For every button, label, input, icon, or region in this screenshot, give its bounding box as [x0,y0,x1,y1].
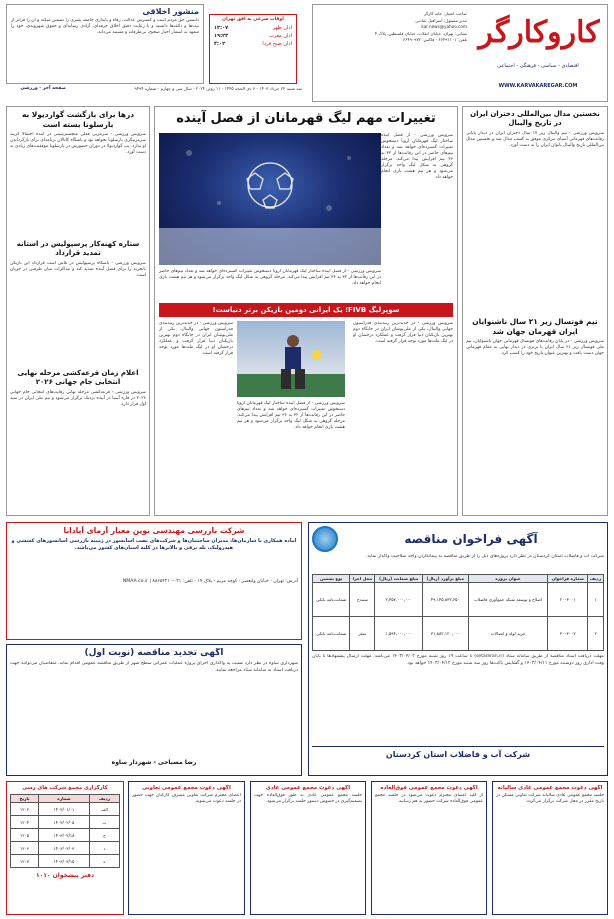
table-cell: ضمانت‌نامه بانکی [313,617,350,651]
table-ad [6,781,124,915]
small-ad [371,781,487,915]
ethics-body: دانستن حق مردم است و گسترش عدالت، رفاه و پایداری جامعه بشری را تضمین میکند و آن را فراتر از نیت‌ها و ذائقه‌ها دانسته و با رعایت دقیق اخلاق حرفه‌ای، آزادی رسانه‌ای و حقوق شهروندی، خود را متعهد به انتشار اخبار صحیح، بی‌طرفانه و مستند می‌داند. [11,18,199,35]
table-cell: ۳۱,۸۸۲,۱۲۰,۰۰۰ [422,617,468,651]
prayer-row-3 [210,40,296,48]
center-body-bottom-right: سرویس ورزشی - در جدیدترین رتبه‌بندی فدراسیون جهانی والیبال، یکی از ملی‌پوشان ایران در جایگاه دوم بهترین بازیکنان دنیا قرار گرفت و عملکرد درخشان او در لیگ ملت‌ها مورد توجه قرار گرفته است. [353,321,453,344]
table-row [11,803,120,816]
small-ad-body: اعضای محترم شرکت تعاونی مصرف کارکنان جهت حضور در جلسه دعوت می‌شوند. [132,793,241,804]
tender-intro: شرکت آب و فاضلاب استان کردستان در نظر دارد پروژه‌های ذیل را از طریق مناقصه به پیمانکاران واجد صلاحیت واگذار نماید. [366,554,604,559]
table-cell: ب [89,816,119,829]
masthead-logo: کاروکارگر [478,15,600,50]
small-ad-title: آگهی دعوت مجمع عمومی فوق‌العاده [380,785,478,791]
table-cell: ۲۰۰۳۰۰۱ [548,583,588,617]
small-ad-body: جلسه مجمع عمومی عادی به طور فوق‌العاده جهت تصمیم‌گیری در خصوص دستور جلسه برگزار می‌شود. [254,793,362,804]
prayer-value: ۴:۰۲ [214,41,226,47]
small-ad [128,781,245,915]
table-ad-grid [10,794,120,868]
renewal-ad [6,644,302,776]
right-headline-2: تیم فوتسال زیر ۲۱ سال ناشنوایان ایران قهرمان جهان شد [472,317,598,336]
table-ad-title: کارگزاری مجمع شرکت های رسی [22,785,108,791]
table-cell: ۲,۴۵۷,۰۰۰,۰۰۰ [375,583,423,617]
tender-title: آگهی فراخوان مناقصه [404,532,538,546]
small-ad-title: آگهی دعوت مجمع عمومی عادی سالیانه [497,785,603,791]
table-row [11,855,120,868]
tender-col-header: مبلغ برآورد (ریال) [422,575,468,583]
table-cell: ۱۲۰۶ [11,842,39,855]
table-cell: ۲ [588,617,604,651]
tender-table [312,574,604,651]
small-ad-body: جلسه مجمع عمومی عادی سالیانه شرکت تعاونی مسکن در تاریخ مقرر در محل شرکت برگزار می‌گردد. [496,793,604,804]
center-body-under-image: سرویس ورزشی - از فصل آینده ساختار لیگ قهرمانان اروپا دستخوش تغییرات گسترده‌ای خواهد شد و تعداد تیم‌های حاضر در این رقابت‌ها از ۳۲ به ۳۶ تیم افزایش پیدا می‌کند. مرحله گروهی به شکل لیگ واحد برگزار می‌شود و هر تیم هشت بازی انجام خواهد داد. [159,269,381,286]
table-row [313,617,604,651]
left-headline-3: اعلام زمان قرعه‌کشی مرحله نهایی انتخابی جام جهانی ۲۰۲۶ [17,369,139,386]
tender-col-header: محل اجرا [350,575,375,583]
inspection-title: شرکت بازرسی مهندسی نوین معیار آزمای آپادانا [63,526,245,535]
table-cell: ۱۴۰۳/۰۳/۰۳ [39,842,90,855]
masthead-meta [317,11,467,97]
small-ad-body: از کلیه اعضای محترم دعوت می‌شود در جلسه مجمع عمومی فوق‌العاده شرکت حضور به هم رسانند. [375,793,483,804]
right-headline-1: نخستین مدال بین‌المللی دختران ایران در تاریخ والیبال [470,110,600,127]
table-cell: ۱۴۰۳/۰۲/۰۵ [39,816,90,829]
prayer-row-2 [210,32,296,40]
small-ad-title: آگهی دعوت مجمع عمومی عادی [265,785,351,791]
masthead [312,4,608,102]
tender-col-header: عنوان پروژه [468,575,548,583]
table-ad-header [11,795,120,803]
table-row [313,583,604,617]
left-headline-2: ستاره کهنه‌کار پرسپولیس در آستانه تمدید قرارداد [16,240,140,257]
center-section [154,106,458,516]
small-ad-title: آگهی دعوت مجمع عمومی تعاونی [142,785,231,791]
ethics-title: منشور اخلاقی [142,7,199,16]
table-row [11,829,120,842]
tender-ad [308,522,608,776]
table-ad-col: شماره [39,795,90,803]
center-body-bottom-left: سرویس ورزشی - در جدیدترین رتبه‌بندی فدراسیون جهانی والیبال، یکی از ملی‌پوشان ایران در جایگاه دوم بهترین بازیکنان دنیا قرار گرفت و عملکرد درخشان او در لیگ ملت‌ها مورد توجه قرار گرفته است. [159,321,233,356]
fivb-banner [159,303,453,317]
masthead-phone: تلفن: ۶۶۴۹۱۱۰۱ - فاکس: ۶۶۴۹۰۹۷۲ [402,37,467,42]
tender-col-header: ردیف [588,575,604,583]
table-ad-col: تاریخ [11,795,39,803]
right-body-2: سرویس ورزشی - در پایان رقابت‌های فوتسال قهرمانی جهان ناشنوایان، تیم ملی فوتسال زیر ۲۱ سال ایران با برتری در دیدار نهایی به مقام قهرمانی جهان دست یافت و بهترین عنوان تاریخ خود را کسب کرد. [466,339,604,356]
tender-table-header [313,575,604,583]
table-cell: ضمانت‌نامه بانکی [313,583,350,617]
small-ad [492,781,608,915]
prayer-row-1 [210,24,296,32]
table-cell: ج [89,829,119,842]
table-cell: ه [89,855,119,868]
tender-col-header: شماره فراخوان [548,575,588,583]
center-body-right: سرویس ورزشی - از فصل آینده ساختار لیگ قهرمانان اروپا دستخوش تغییرات گسترده‌ای خواهد شد و تعداد تیم‌های حاضر در این رقابت‌ها از ۳۲ به ۳۶ تیم افزایش پیدا می‌کند. مرحله گروهی به شکل لیگ واحد برگزار می‌شود و هر تیم هشت بازی انجام خواهد داد. [381,133,453,180]
volleyball-player-icon [237,321,345,397]
inspection-ad [6,522,302,640]
table-cell: ۱۴۰۳/۰۳/۱۵ [39,855,90,868]
tender-col-header: نوع تضمین [313,575,350,583]
tender-notes: مهلت دریافت اسناد مناقصه از طریق سامانه ستاد (setadiran.ir) تا ساعت ۱۹ روز شنبه مورخ ۱۴۰۳/۰۴/۰۲ می‌باشد. مهلت ارسال پیشنهادها تا پایان وقت اداری روز دوشنبه مورخ ۱۴۰۳/۰۴/۱۱ و گشایش پاکت‌ها روز سه شنبه مورخ ۱۴۰۳/۰۴/۱۲ خواهد بود. [312,654,604,666]
table-cell: ۱۴۰۳/۰۲/۱۸ [39,829,90,842]
fivb-banner-text: سوپرلیگ FIVB؛ یک ایرانی دومین بازیکن برتر دنیاست! [212,306,400,314]
table-cell: ۱۴۰۳/۰۱/۰۱ [39,803,90,816]
table-cell: الف [89,803,119,816]
table-cell: ۲۰۰۳۰۰۲ [548,617,588,651]
right-body-1: سرویس ورزشی - تیم والیبال زیر ۱۷ سال دختران ایران در دیدار پایانی رقابت‌های قهرمانی آسیای مرکزی موفق به کسب مدال شد و نخستین مدال بین‌المللی تاریخ والیبال بانوان ایران را به دست آورد. [466,131,604,148]
table-cell: ۱۲۰۷ [11,855,39,868]
inspection-body: آماده همکاری با سازمان‌ها، مدیران ساختمان‌ها و شرکت‌های نصب آسانسور در زمینه بازرسی آسانسورهای کششی و هیدرولیک، پله برقی و بالابرها در کلیه استان‌های کشور می‌باشد. [11,538,297,551]
date-line: سه شنبه ۲۲ خرداد ۱۴۰۳ - ۶ ذی الحجه ۱۴۴۵ - ۱۱ ژوئن ۲۰۲۴ - سال سی و چهارم - شماره ۹۴۹۴ [134,86,302,91]
volleyball-photo [237,321,345,397]
ethics-charter [6,4,204,84]
masthead-address: نشانی: تهران، خیابان انقلاب، خیابان فلسطین، پلاک ۴ [374,30,467,36]
left-column [6,106,150,516]
left-body-1: سرویس ورزشی - سرمربی فعلی منچسترسیتی در آینده احتمالاً گزینه سرمربیگری بارسلونا نخواهد بود و باشگاه کاتالان برنامه‌ای برای بازگرداندن او ندارد. پپ گواردیولا در دوران حضورش در بارسلونا موفقیت‌های زیادی به دست آورد. [10,132,146,155]
center-body-under-photo: سرویس ورزشی - از فصل آینده ساختار لیگ قهرمانان اروپا دستخوش تغییرات گسترده‌ای خواهد شد و تعداد تیم‌های حاضر در این رقابت‌ها از ۳۲ به ۳۶ تیم افزایش پیدا می‌کند. مرحله گروهی به شکل لیگ واحد برگزار می‌شود و هر تیم هشت بازی انجام خواهد داد. [237,401,345,430]
tender-col-header: مبلغ ضمانت (ریال) [375,575,423,583]
table-cell: خرید لوله و اتصالات [468,617,548,651]
left-body-2: سرویس ورزشی - باشگاه پرسپولیس در تلاش است قرارداد این بازیکن باتجربه را برای فصل آینده تمدید کند و مذاکرات میان طرفین در جریان است. [10,261,146,278]
table-cell: ۱۲۰۳ [11,803,39,816]
masthead-editor: مدیر مسئول: اسرافیل عبادتی [415,17,467,23]
left-body-3: سرویس ورزشی - قرعه‌کشی مرحله نهایی رقابت‌های انتخابی جام جهانی ۲۰۲۶ در قاره آسیا در آینده نزدیک برگزار می‌شود و تیم ملی ایران در سید اول قرار دارد. [10,390,146,407]
table-row [11,816,120,829]
prayer-value: ۱۹:۲۳ [214,33,229,39]
table-cell: اصلاح و توسعه شبکه جمع‌آوری فاضلاب [468,583,548,617]
prayer-times-box [209,14,297,84]
small-ad [250,781,366,915]
table-cell: سنندج [350,583,375,617]
ethics-footer: صفحه آخر - ورزشی [20,86,66,91]
renewal-title: آگهی تجدید مناقصه (نوبت اول) [84,648,224,658]
prayer-value: ۱۳:۰۷ [214,25,229,31]
table-cell: ۱,۵۹۴,۰۰۰,۰۰۰ [375,617,423,651]
table-row [11,842,120,855]
prayer-label: اذان صبح فردا [262,41,292,47]
center-headline: تغییرات مهم لیگ قهرمانان از فصل آینده [176,111,436,126]
small-ads-row [128,781,608,915]
tender-footer: شرکت آب و فاضلاب استان کردستان [312,746,604,759]
water-company-logo-icon [312,526,338,552]
trophy-icon [159,133,381,265]
masthead-email[interactable]: kar.news@yahoo.com [421,24,467,29]
table-cell: د [89,842,119,855]
table-cell: ۱۲۰۴ [11,816,39,829]
champions-league-image [159,133,381,265]
prayer-label: اذان مغرب [269,33,292,39]
right-column [462,106,608,516]
table-cell: ۴۹,۱۴۵,۸۳۲,۶۵۰ [422,583,468,617]
table-ad-col: ردیف [89,795,119,803]
table-cell: ۱۲۰۵ [11,829,39,842]
renewal-signature: رضا مصباحی - شهردار ساوه [111,759,197,766]
prayer-label: اذان ظهر [272,25,292,31]
left-headline-1: درها برای بازگشت گواردیولا به بارسلونا بسته است [21,110,135,129]
table-cell: سقز [350,617,375,651]
table-cell: ۱ [588,583,604,617]
masthead-tagline: اقتصادی - سیاسی - فرهنگی - اجتماعی [497,63,579,69]
masthead-owner: صاحب امتیاز: خانه کارگر [423,11,467,16]
renewal-body: شهرداری ساوه در نظر دارد نسبت به واگذاری اجرای پروژه عملیات عمرانی سطح شهر از طریق مناقصه عمومی اقدام نماید. متقاضیان می‌توانند جهت دریافت اسناد به سامانه ستاد مراجعه نمایند. [10,661,298,673]
masthead-website[interactable]: WWW.KARVAKAREGAR.COM [498,83,578,89]
prayer-times-title: اوقات شرعی به افق تهران [222,17,284,22]
inspection-contacts: آدرس: تهران - خیابان ولیعصر - کوچه مریم - پلاک ۱۷ - تلفن: ۰۲۱-۸۸۶۵۴۲۱۰ | NMAA.co.ir [122,579,298,584]
table-ad-footer: دفتر پیشخوان ۱۰۱۰ [35,872,95,879]
